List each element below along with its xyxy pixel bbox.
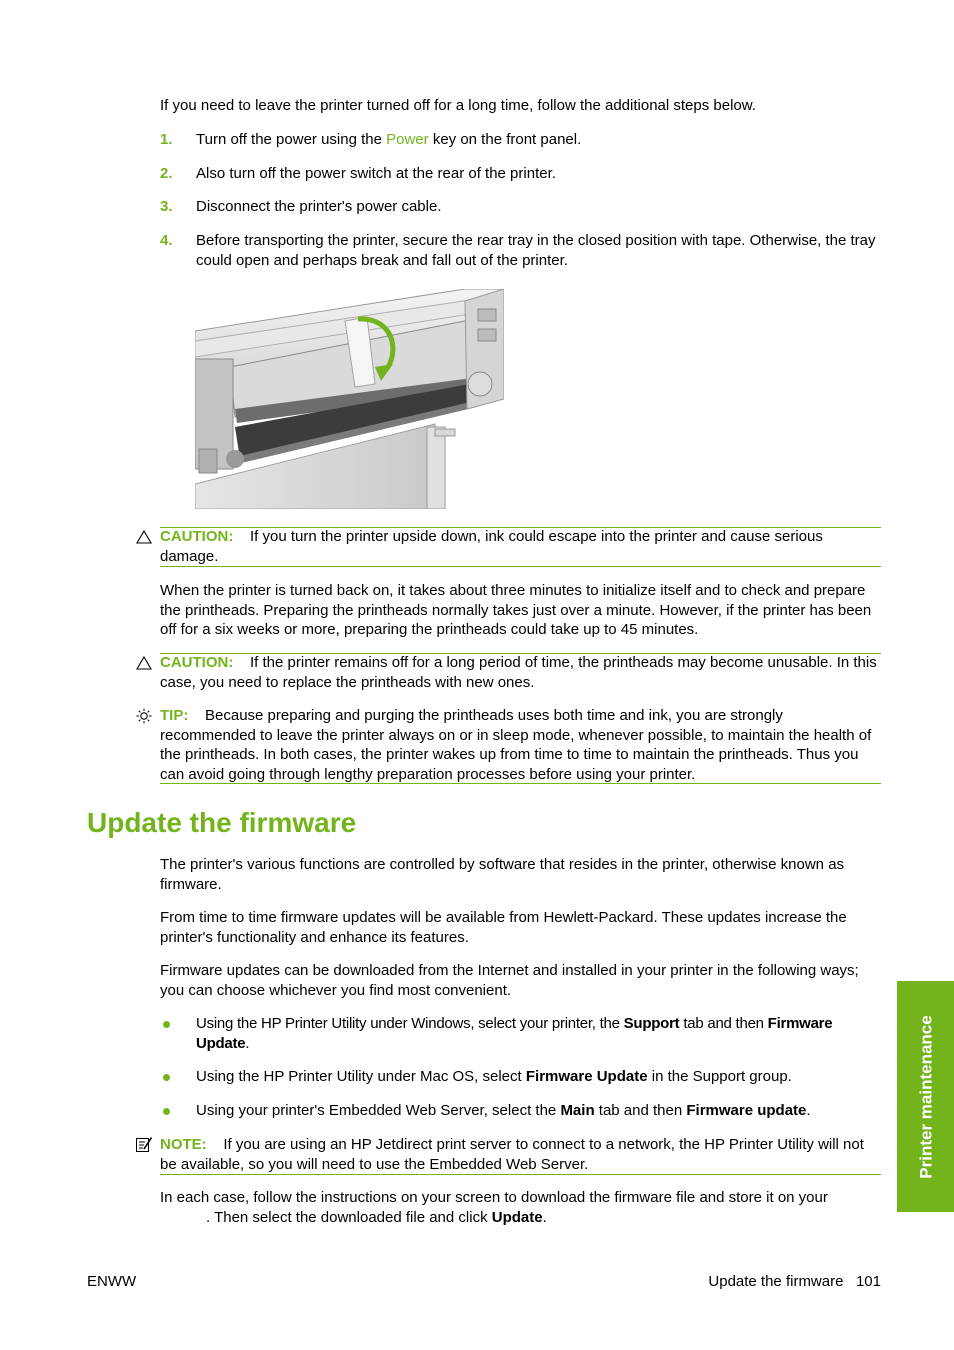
power-key-link: Power [386, 131, 429, 148]
tip-bottom-rule [160, 783, 881, 784]
intro-paragraph: If you need to leave the printer turned off for a long time, follow the additional steps below. [160, 97, 756, 114]
bullet-dot [163, 1021, 170, 1028]
firmware-paragraph: The printer's various functions are controlled by software that resides in the printer, otherwise known as firmware. [160, 856, 845, 893]
step-number: 1. [160, 131, 173, 148]
step-text: Disconnect the printer's power cable. [196, 198, 442, 215]
side-tab-label: Printer maintenance [915, 1014, 935, 1179]
bullet-item: Using the HP Printer Utility under Windows, select your printer, the Support tab and then Firmware Update. [196, 1015, 833, 1052]
step-number: 2. [160, 165, 173, 182]
step-number: 3. [160, 198, 173, 215]
tip-lightbulb-icon [136, 708, 152, 724]
caution-message: CAUTION: If the printer remains off for a long period of time, the printheads may become unusable. In this case, you need to replace the printheads with new ones. [160, 654, 877, 691]
note-message: NOTE: If you are using an HP Jetdirect print server to connect to a network, the HP Printer Utility will not be available, so you will need to use the Embedded Web Server. [160, 1136, 864, 1173]
firmware-paragraph: From time to time firmware updates will be available from Hewlett-Packard. These updates increase the printer's functionality and enhance its features. [160, 909, 847, 946]
final-paragraph: In each case, follow the instructions on your screen to download the firmware file and store it on your . Then select the downloaded file and click Update. [160, 1189, 828, 1226]
chapter-side-tab [897, 981, 954, 1212]
caution-message: CAUTION: If you turn the printer upside down, ink could escape into the printer and cause serious damage. [160, 528, 823, 565]
bullet-item: Using the HP Printer Utility under Mac OS, select Firmware Update in the Support group. [196, 1068, 792, 1085]
note-pencil-icon [135, 1136, 151, 1152]
tip-message: TIP: Because preparing and purging the printheads uses both time and ink, you are strongly recommended to leave the printer always on or in sleep mode, whenever possible, to maintain the health of the printheads. In both cases, the printer wakes up from time to time to maintain the printheads. Thus you can avoid going through lengthy preparation processes before using your printer. [160, 707, 872, 783]
bullet-dot [163, 1108, 170, 1115]
bullet-dot [163, 1074, 170, 1081]
note-bottom-rule [160, 1174, 881, 1175]
restart-paragraph: When the printer is turned back on, it takes about three minutes to initialize itself and to check and prepare the printheads. Preparing the printheads normally takes just over a minute. However, if the printer has been off for a six weeks or more, preparing the printheads could take up to 45 minutes. [160, 582, 872, 638]
footer-left: ENWW [87, 1273, 137, 1290]
caution-triangle-icon [136, 655, 152, 671]
step-text: Also turn off the power switch at the rear of the printer. [196, 165, 556, 182]
step-number: 4. [160, 232, 173, 249]
section-title: Update the firmware [87, 807, 357, 838]
step-text: Turn off the power using the Power key on the front panel. [196, 131, 582, 148]
footer-right [708, 1272, 881, 1292]
caution-bottom-rule [160, 566, 881, 567]
printer-rear-tray-illustration [195, 289, 504, 509]
step-text: Before transporting the printer, secure the rear tray in the closed position with tape. Otherwise, the tray could open and perhaps break and fall out of the printer. [196, 232, 876, 269]
firmware-paragraph: Firmware updates can be downloaded from the Internet and installed in your printer in the following ways; you can choose whichever you find most convenient. [160, 962, 859, 999]
caution-triangle-icon [136, 529, 152, 545]
bullet-item: Using your printer's Embedded Web Server, select the Main tab and then Firmware update. [196, 1102, 811, 1119]
page-number: 101 [855, 1273, 881, 1290]
footer-section-title: Update the firmware [708, 1273, 844, 1290]
